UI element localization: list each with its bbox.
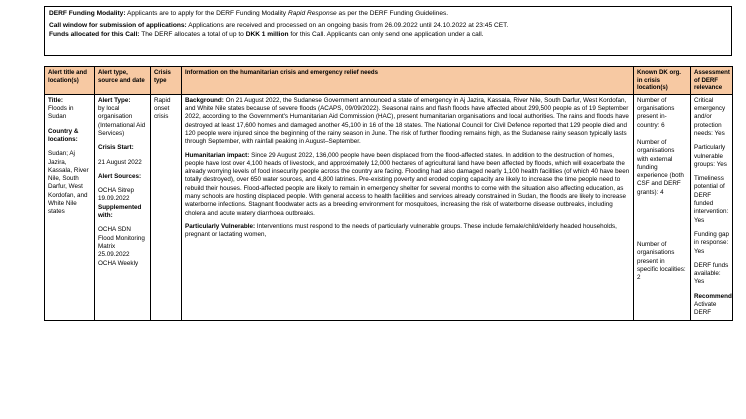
alert-sources-label: Alert Sources: [98, 172, 142, 180]
assessment-item-3: Timeliness potential of DERF funded intervention: Yes [694, 175, 729, 224]
call-header-box [44, 6, 732, 56]
cell-crisis-type [151, 94, 182, 320]
recommend-text: Activate DERF [694, 301, 717, 317]
recommend-label: Recommend [694, 292, 732, 300]
funds-text-pre: The DERF allocates a total of up to [141, 30, 244, 38]
assessment-item-2: Particularly vulnerable groups: Yes [694, 144, 727, 168]
window-text: Applications are received and processed on an ongoing basis from 26.09.2022 until 24.10.2022 at 23:45 CET. [188, 22, 509, 30]
impact-paragraph [185, 152, 630, 218]
cell-alert-title [45, 94, 95, 320]
crisis-start-text: 21 August 2022 [98, 158, 142, 166]
assessment-item-5: DERF funds available: Yes [694, 261, 729, 286]
cell-alert-type [95, 94, 151, 320]
vulnerable-label: Particularly Vulnerable: [185, 222, 256, 230]
table-row [45, 94, 733, 320]
assessment-item-1: Critical emergency and/or protection needs: Yes [694, 96, 726, 137]
alert-type-text: by local organisation (International Aid Services) [98, 105, 146, 137]
header-alert-title: Alert title and location(s) [45, 67, 95, 95]
funds-label: Funds allocated for this Call: [49, 30, 140, 38]
call-window-line [49, 22, 727, 39]
header-assessment: Assessment of DERF relevance [691, 67, 733, 95]
crisis-type-text: Rapid onset crisis [154, 96, 171, 121]
vulnerable-paragraph [185, 223, 630, 240]
dk-org-item-2: Number of organisations with external funding experience (both CSF and DERF grants): 4 [637, 138, 684, 196]
modality-label: DERF Funding Modality: [49, 10, 126, 17]
supplemented-text: OCHA SDN Flood Monitoring Matrix 25.09.2022 [98, 226, 145, 259]
assessment-item-4: Funding gap in response: Yes [694, 230, 730, 255]
locations-label: Country & locations: [48, 127, 79, 143]
impact-text: Since 29 August 2022, 136,000 people have been displaced from the flood-affected states. In addition to the destruction of homes, people have lost over 4,100 heads of livestock, and approximately 12,000 hectares of agricultural land have been affected by floods, which will exacerbate the already worrying levels of food insecurity people across the country are facing. Flooding had also damaged nearly 1,100 health facilities (of which 40 have been totally destroyed), over 650 water sources, and 4,800 latrines. Pre-existing poverty and eroded coping capacity are likely to increase the time people need to rebuild their houses. Flood-affected people are likely to remain in emergency shelter for several months to come with the situation also affecting education, as many schools are hosting displaced people. With general access to health facilities and services already constrained in Sudan, the floods are likely to increase waterborne infections. Stagnant floodwater acts as a breeding environment for mosquitoes, increasing the risk of waterborne disease outbreaks, including cholera and acute watery diarrhoea outbreaks. [185, 151, 630, 217]
table-header-row [45, 67, 733, 95]
cell-known-dk-org [634, 94, 691, 320]
crisis-start-label: Crisis Start: [98, 144, 134, 152]
funds-amount: DKK 1 million [245, 30, 289, 38]
locations-text: Sudan; Aj Jazira, Kassala, River Nile, South Darfur, West Kordofan, and White Nile states [48, 150, 89, 216]
modality-text-pre: Applicants are to apply for the DERF Funding Modality [127, 10, 287, 17]
dk-org-item-3: Number of organisations present in specific localities: 2 [637, 241, 686, 282]
background-paragraph [185, 97, 630, 147]
header-alert-type: Alert type, source and date [95, 67, 151, 95]
window-label: Call window for submission of applications: [49, 22, 187, 30]
funding-modality-line [49, 10, 727, 18]
ocha-weekly-text: OCHA Weekly [98, 259, 139, 267]
cell-information [182, 94, 634, 320]
alert-table [44, 66, 733, 321]
title-label: Title: [48, 96, 63, 104]
header-crisis-type: Crisis type [151, 67, 182, 95]
alert-type-label: Alert Type: [98, 96, 131, 104]
modality-italic: Rapid Response [287, 10, 337, 17]
cell-assessment [691, 94, 733, 320]
dk-org-item-1: Number of organisations present in-country: 6 [637, 96, 675, 129]
funds-text-post: for this Call. Applicants can only send one application under a call. [290, 30, 484, 38]
background-text: On 21 August 2022, the Sudanese Government announced a state of emergency in Aj Jazira, Kassala, River Nile, South Darfur, West Kordofan, and White Nile states because of severe floods (ACAPS, 09/09/2022). Seasonal rains and flash floods have affected about 299,500 people as of 19 September 2022, according to the Government's Humanitarian Aid Commission (HAC), present humanitarian organisations and local authorities. The rains and floods have destroyed at least 17,600 homes and damaged another 45,100 in 16 of the 18 states. The National Council for Civil Defence reported that 129 people died and 120 people were injured since the beginning of the rainy season in June. The risk of further flooding remains high, as the Sudanese rainy season typically lasts through September, with rainfall peaking in August–September. [185, 96, 629, 146]
title-text: Floods in Sudan [48, 105, 74, 121]
vulnerable-text: Interventions must respond to the needs of particularly vulnerable groups. These include female/child/elderly headed households, pregnant or lactating women, [185, 222, 617, 239]
header-information: Information on the humanitarian crisis and emergency relief needs [182, 67, 634, 95]
impact-label: Humanitarian impact: [185, 151, 250, 159]
supplemented-label: Supplemented with: [98, 203, 142, 220]
modality-text-post: as per the DERF Funding Guidelines. [338, 10, 449, 17]
alert-sources-text: OCHA Sitrep 19.09.2022 [98, 187, 135, 203]
background-label: Background: [185, 96, 224, 104]
header-known-dk-org: Known DK org. in crisis location(s) [634, 67, 691, 95]
